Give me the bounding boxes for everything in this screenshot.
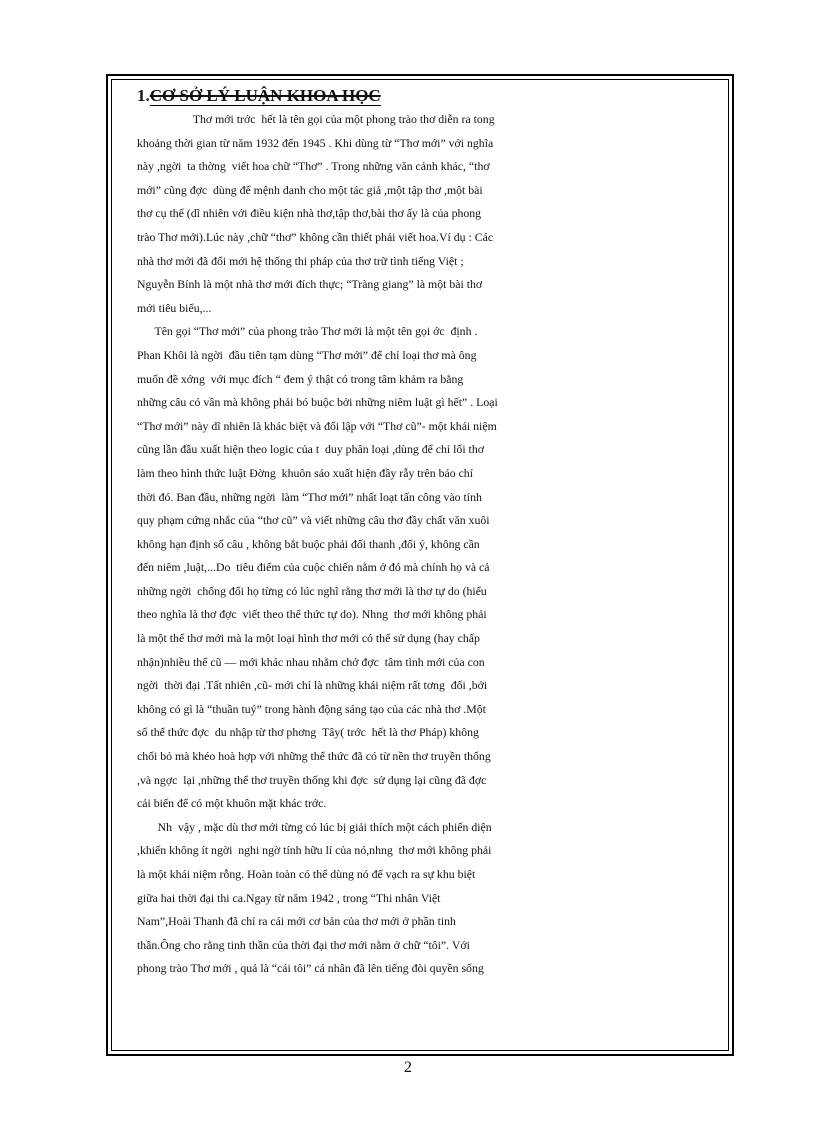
section-heading-text: CƠ SỞ LÝ LUẬN KHOA HỌC <box>149 86 381 105</box>
text-line: Nguyễn Bính là một nhà thơ mới đích thực; “Tràng giang” là một bài thơ <box>137 277 483 292</box>
text-line: khoảng thời gian từ năm 1932 đến 1945 . Khi dùng từ “Thơ mới” với nghĩa <box>137 135 494 150</box>
text-line: ,khiến không ít ngời nghi ngờ tính hữu lí của nó,nhng thơ mới không phải <box>137 843 492 858</box>
text-line: thơ cụ thể (dĩ nhiên với điều kiện nhà thơ,tập thơ,bài thơ ấy là của phong <box>137 206 482 221</box>
text-line: ngời thời đại .Tất nhiên ,cũ- mới chỉ là những khái niệm rất tơng đối ,bởi <box>137 678 488 693</box>
section-heading-number: 1. <box>137 86 150 105</box>
text-line: Nh vậy , mặc dù thơ mới từng có lúc bị giải thích một cách phiến diện <box>137 819 492 834</box>
text-line: ,và ngợc lại ,những thể thơ truyền thống khi đợc sử dụng lại cũng đã đợc <box>137 772 487 787</box>
text-line: cũng lần đầu xuất hiện theo logic của t duy phân loại ,dùng để chỉ lối thơ <box>137 442 484 457</box>
text-line: mới tiêu biểu,... <box>137 300 212 315</box>
text-line: không hạn định số câu , không bắt buộc phải đối thanh ,đối ý, không cần <box>137 536 480 551</box>
text-line: đến niêm ,luật,...Do tiêu điểm của cuộc chiến nằm ở đó mà chính họ và cả <box>137 560 490 575</box>
text-line: thần.Ông cho rằng tinh thần của thời đại thơ mới nằm ở chữ “tôi”. Với <box>137 937 470 952</box>
document-body <box>137 84 727 981</box>
text-line: chối bỏ mà khéo hoà hợp với những thể thức đã có từ nền thơ truyền thống <box>137 749 491 764</box>
text-line: giữa hai thời đại thi ca.Ngay từ năm 1942 , trong “Thi nhân Việt <box>137 890 441 905</box>
text-line: phong trào Thơ mới , quả là “cái tôi” cá nhân đã lên tiếng đòi quyền sống <box>137 961 484 976</box>
text-line: trào Thơ mới).Lúc này ,chữ “thơ” không cần thiết phải viết hoa.Ví dụ : Các <box>137 229 494 244</box>
text-line: nhận)nhiều thể cũ — mới khác nhau nhằm chở đợc tâm tình mới của con <box>137 654 485 669</box>
text-line: theo nghĩa là thơ đợc viết theo thể thức tự do). Nhng thơ mới không phải <box>137 607 487 622</box>
text-line: là một khái niệm rỗng. Hoàn toàn có thể dùng nó để vạch ra sự khu biệt <box>137 867 476 881</box>
text-line: những ngời chống đối họ từng có lúc nghĩ rằng thơ mới là thơ tự do (hiểu <box>137 583 487 598</box>
text-line: làm theo hình thức luật Đờng khuôn sáo xuất hiện đầy rẫy trên báo chí <box>137 465 473 480</box>
text-line: cải biến để có một khuôn mặt khác trớc. <box>137 796 327 811</box>
text-line: số thể thức đợc du nhập từ thơ phơng Tây( trớc hết là thơ Pháp) không <box>137 725 479 740</box>
text-line: Thơ mới trớc hết là tên gọi của một phong trào thơ diễn ra tong <box>137 112 495 126</box>
text-line: Tên gọi “Thơ mới” của phong trào Thơ mới là một tên gọi ớc định . <box>137 324 478 339</box>
text-line: những câu có vần mà không phải bó buộc bởi những niêm luật gì hết” . Loại <box>137 395 498 410</box>
text-line: là một thể thơ mới mà la một loại hình thơ mới có thể sử dụng (hay chấp <box>137 631 480 646</box>
section-heading <box>137 84 727 108</box>
text-line: quy phạm cứng nhắc của “thơ cũ” và viết những câu thơ đầy chất văn xuôi <box>137 513 490 528</box>
text-line: muốn đề xớng với mục đích “ đem ý thật có trong tâm khảm ra bằng <box>137 371 464 386</box>
text-line: mới” cũng đợc dùng để mệnh danh cho một tác giả ,một tập thơ ,một bài <box>137 182 483 197</box>
paragraph-lines <box>137 108 727 981</box>
text-line: thời đó. Ban đầu, những ngời làm “Thơ mới” nhất loạt tấn công vào tính <box>137 489 482 504</box>
text-line: nhà thơ mới đã đổi mới hệ thống thi pháp của thơ trữ tình tiếng Việt ; <box>137 253 464 268</box>
text-line: Phan Khôi là ngời đầu tiên tạm dùng “Thơ mới” để chỉ loại thơ mà ông <box>137 347 477 362</box>
text-line: Nam”,Hoài Thanh đã chỉ ra cái mới cơ bản của thơ mới ở phần tinh <box>137 914 456 929</box>
page-number: 2 <box>404 1059 412 1076</box>
text-line: không có gì là “thuần tuý” trong hành động sáng tạo của các nhà thơ .Một <box>137 701 486 716</box>
text-line: “Thơ mới” này dĩ nhiên là khác biệt và đối lập với “Thơ cũ”- một khái niệm <box>137 418 497 433</box>
text-line: này ,ngời ta thờng viết hoa chữ “Thơ” . Trong những văn cảnh khác, “thơ <box>137 159 490 174</box>
